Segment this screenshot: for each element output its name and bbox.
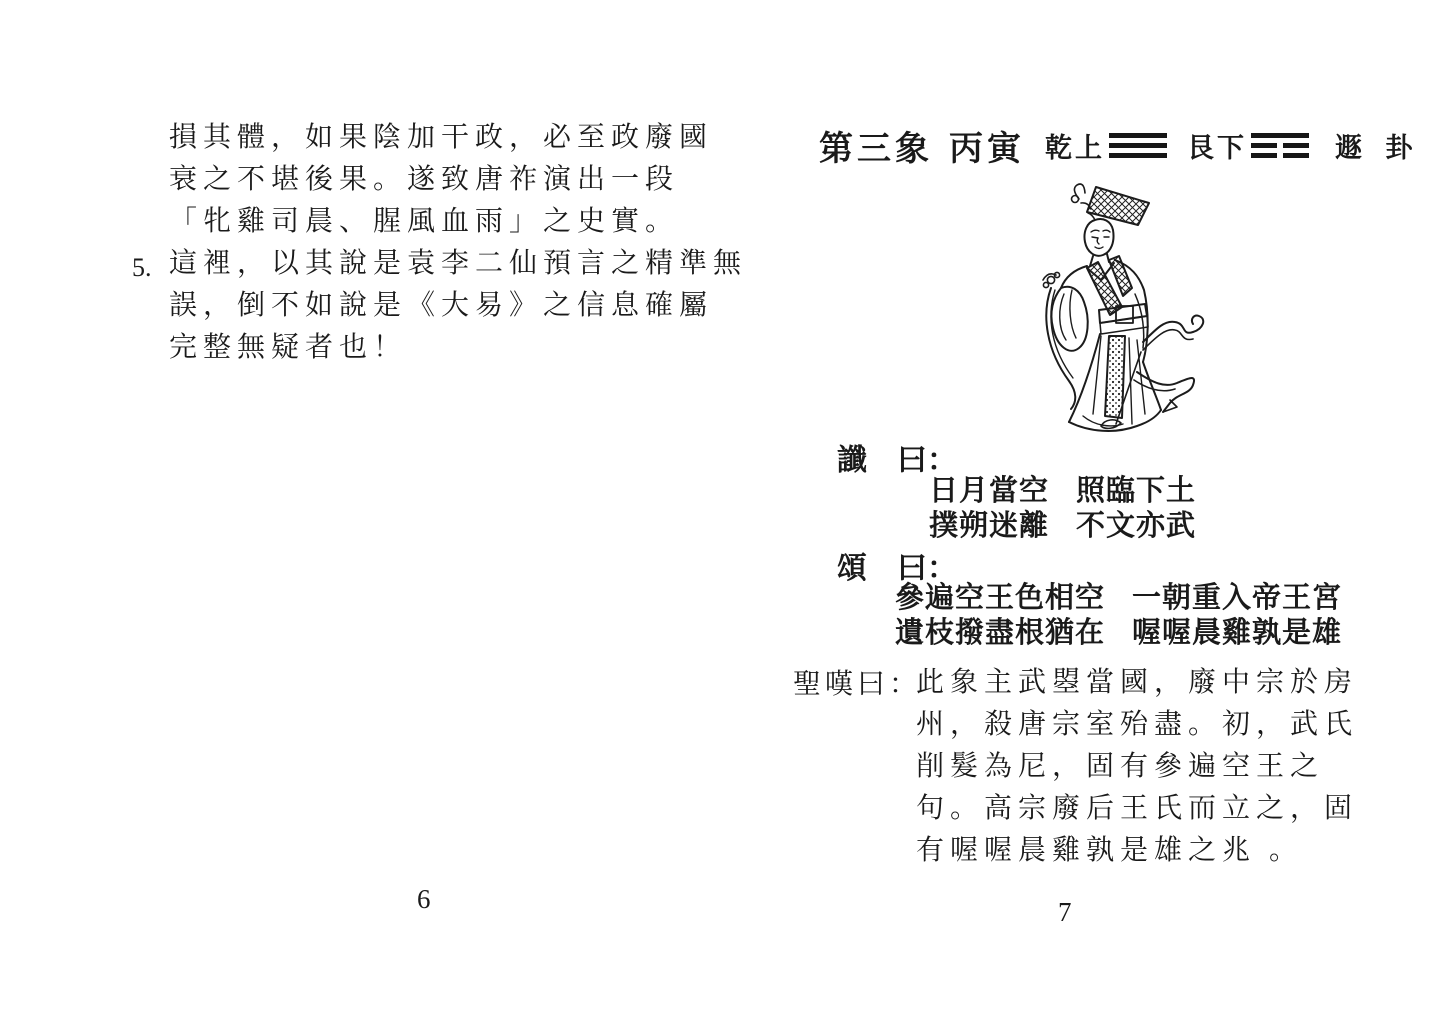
commentary-line: 句。高宗廢后王氏而立之，固 bbox=[916, 793, 1359, 824]
paragraph-line: 衰之不堪後果。遂致唐祚演出一段 bbox=[169, 164, 680, 195]
commentary-line: 有喔喔晨雞孰是雄之兆 。 bbox=[916, 835, 1304, 866]
chapter-title bbox=[819, 122, 1421, 168]
verse-hemistich: 日月當空 bbox=[929, 475, 1050, 507]
verse-hemistich: 不文亦武 bbox=[1076, 510, 1197, 542]
numbered-list-item-5 bbox=[132, 243, 747, 369]
lower-trigram-label: 艮下 bbox=[1187, 132, 1247, 163]
paragraph-line: 損其體，如果陰加干政，必至政廢國 bbox=[169, 122, 714, 153]
chen-yue: 曰： bbox=[897, 444, 957, 477]
list-item-line: 完整無疑者也！ bbox=[169, 332, 408, 363]
list-item-marker: 5. bbox=[132, 253, 152, 282]
chen-couplet bbox=[929, 509, 1196, 543]
gen-trigram-icon bbox=[1251, 133, 1309, 158]
verse-hemistich: 參遍空王色相空 bbox=[895, 582, 1106, 614]
commentary-line: 州，殺唐宗室殆盡。初，武氏 bbox=[916, 709, 1359, 740]
list-item-line: 誤，倒不如說是《大易》之信息確屬 bbox=[169, 290, 714, 321]
page-number-left: 6 bbox=[417, 884, 431, 914]
upper-trigram-label: 乾上 bbox=[1045, 132, 1105, 163]
chen-label: 讖 bbox=[837, 444, 867, 477]
song-couplet bbox=[895, 581, 1342, 615]
chapter-number: 第三象 bbox=[819, 129, 933, 168]
list-item-line: 這裡，以其說是袁李二仙預言之精準無 bbox=[169, 248, 748, 279]
left-paragraph bbox=[169, 117, 713, 243]
shengtan-label: 聖嘆曰： bbox=[793, 669, 922, 700]
song-label: 頌 bbox=[837, 552, 867, 585]
song-couplet bbox=[895, 616, 1342, 650]
hexagram-name: 遯 卦 bbox=[1335, 132, 1421, 163]
paragraph-line: 「牝雞司晨、腥風血雨」之史實。 bbox=[169, 206, 680, 237]
verse-hemistich: 撲朔迷離 bbox=[929, 510, 1050, 542]
verse-hemistich: 照臨下土 bbox=[1076, 475, 1197, 507]
chen-heading bbox=[837, 435, 957, 479]
verse-hemistich: 喔喔晨雞孰是雄 bbox=[1132, 617, 1343, 649]
song-yue: 曰： bbox=[897, 552, 957, 585]
verse-hemistich: 一朝重入帝王宮 bbox=[1132, 582, 1343, 614]
empress-illustration bbox=[1003, 176, 1235, 436]
cycle-name: 丙寅 bbox=[949, 129, 1025, 168]
commentary-line: 削髮為尼，固有參遍空王之 bbox=[916, 751, 1325, 782]
shengtan-commentary bbox=[916, 662, 1358, 872]
qian-trigram-icon bbox=[1109, 133, 1167, 158]
page-number-right: 7 bbox=[1058, 897, 1072, 927]
verse-hemistich: 遺枝撥盡根猶在 bbox=[895, 617, 1106, 649]
commentary-line: 此象主武曌當國，廢中宗於房 bbox=[916, 667, 1359, 698]
chen-couplet bbox=[929, 474, 1196, 508]
